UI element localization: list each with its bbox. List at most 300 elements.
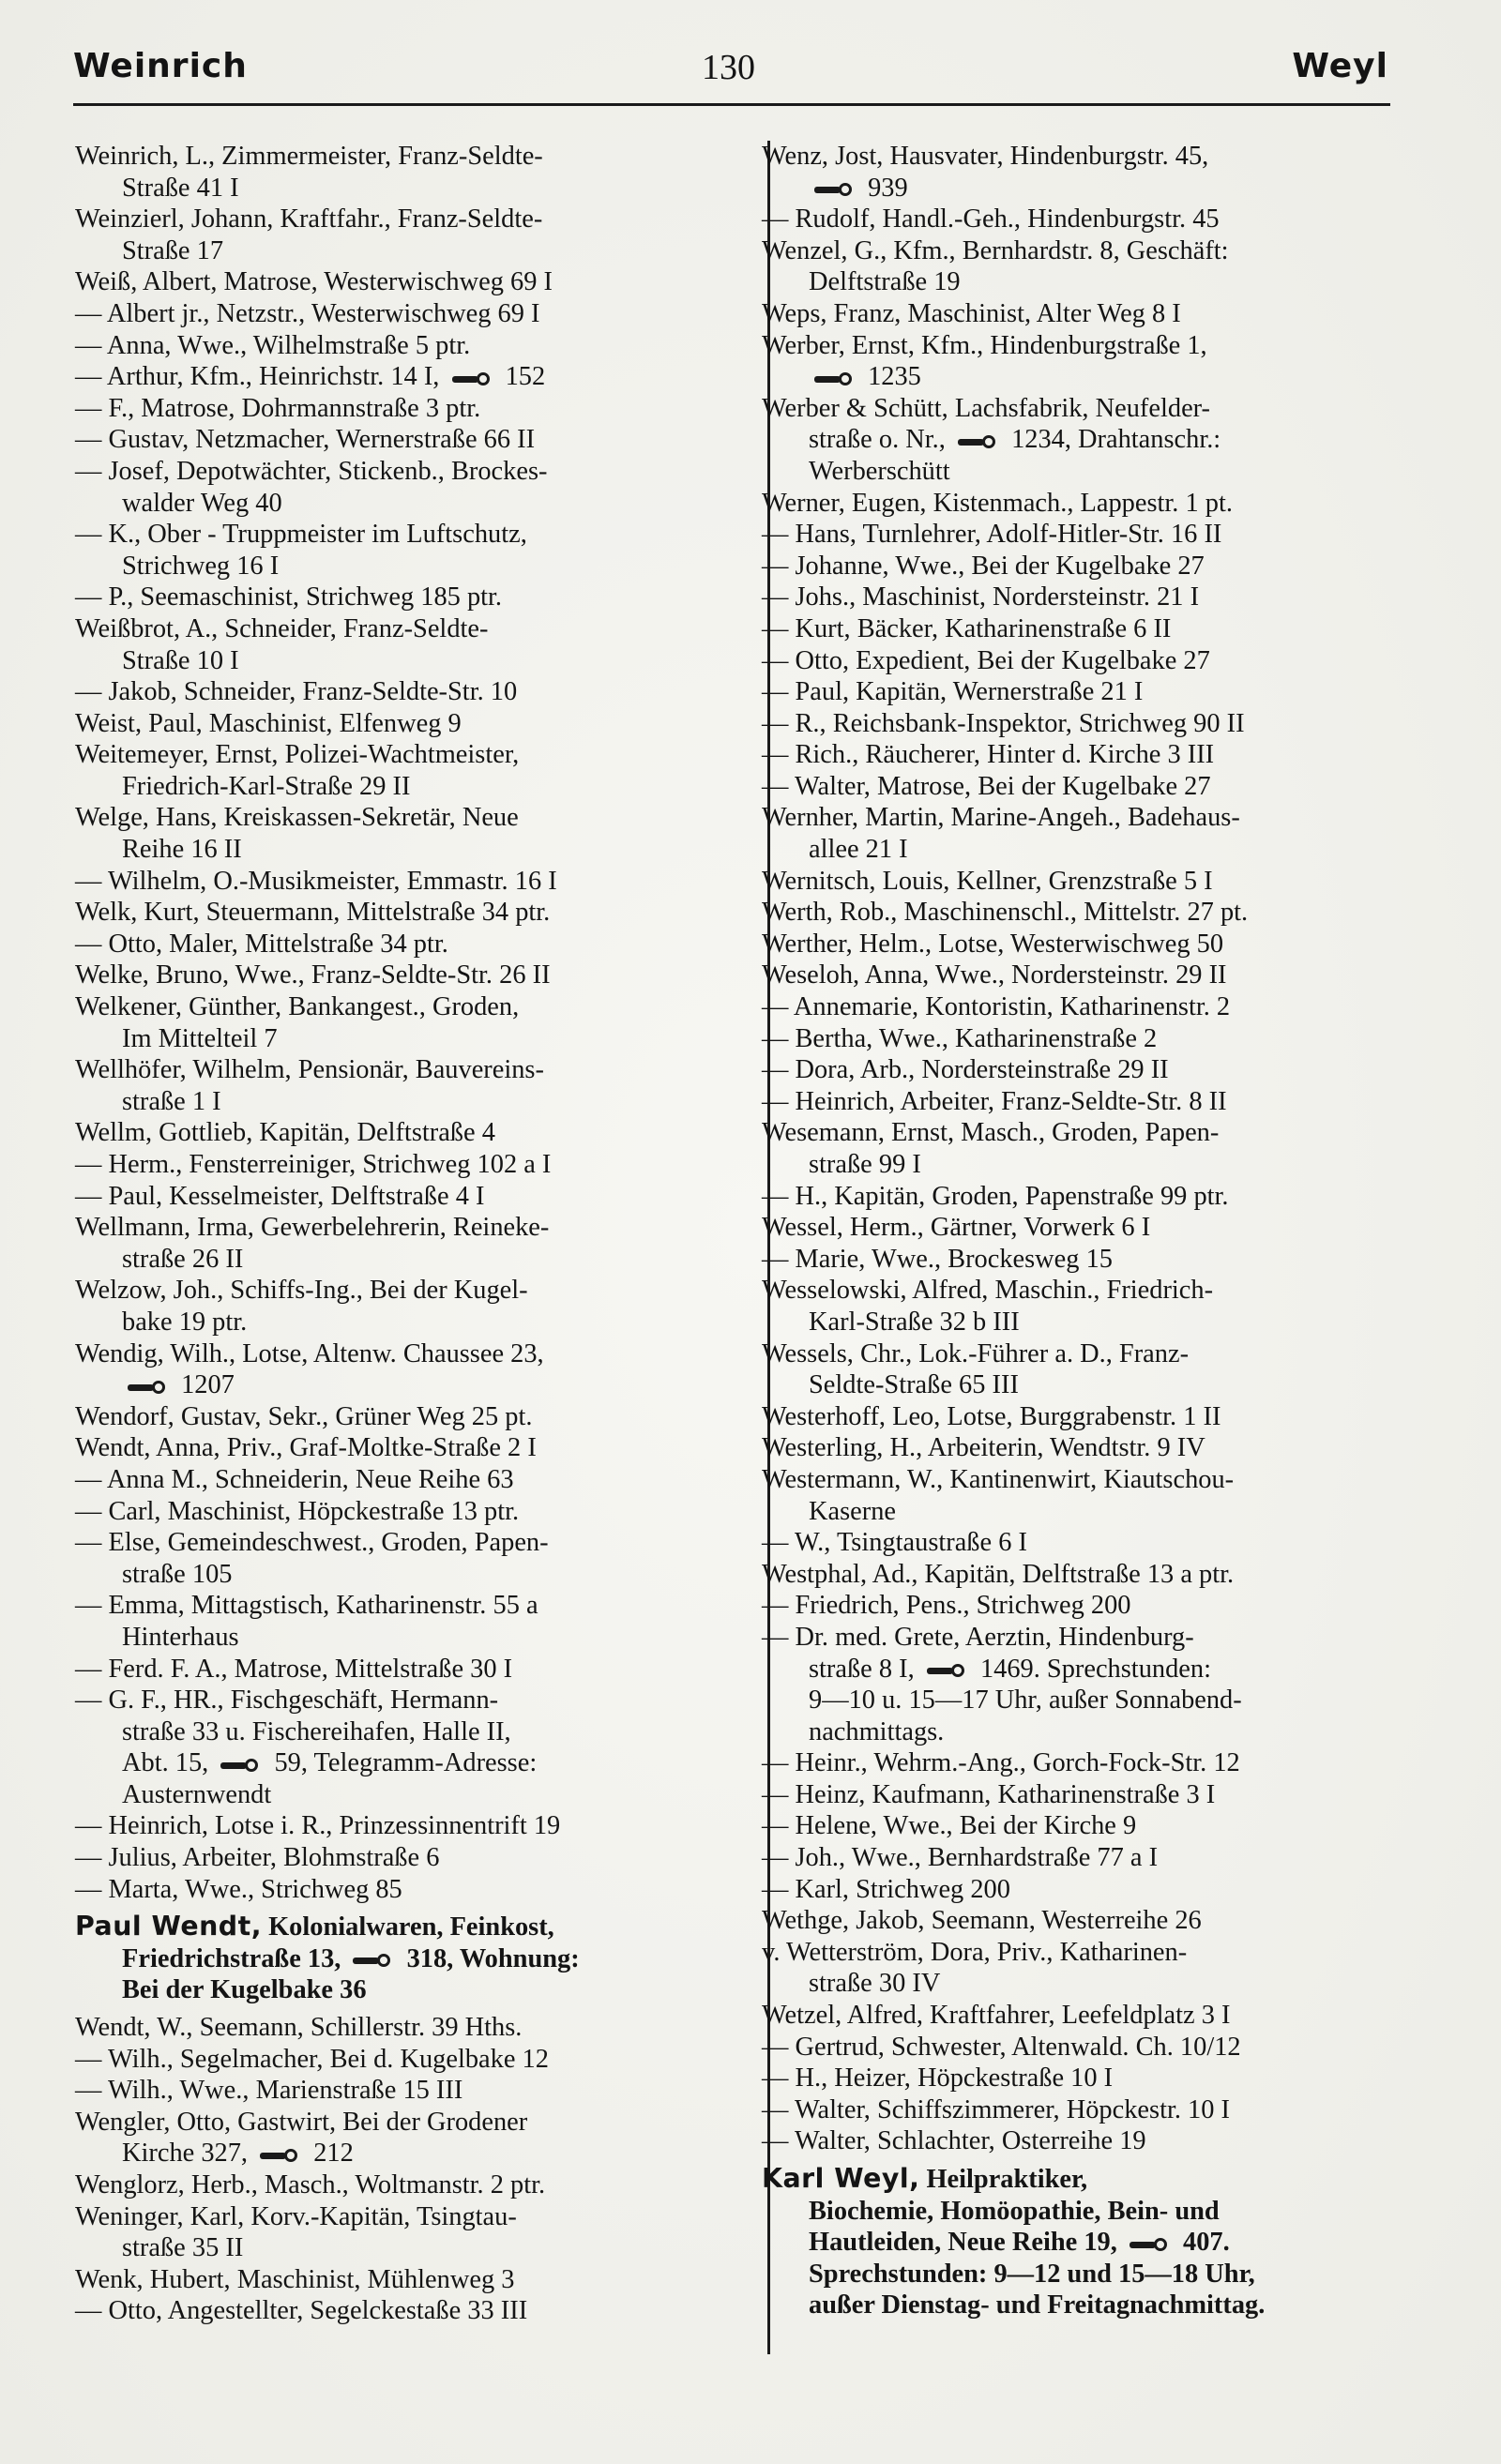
entry-line xyxy=(762,1905,1441,1937)
entry-line xyxy=(75,771,737,803)
entry-text: straße 26 II xyxy=(122,1244,244,1274)
entry-line xyxy=(75,424,737,456)
directory-entry xyxy=(75,708,737,740)
entry-text: — Anna M., Schneiderin, Neue Reihe 63 xyxy=(75,1464,514,1494)
entry-text: Welke, Bruno, Wwe., Franz-Seldte-Str. 26 II xyxy=(75,960,551,990)
entry-line xyxy=(762,488,1441,520)
entry-line xyxy=(75,802,737,834)
directory-entry xyxy=(762,1401,1441,1433)
entry-text: — Otto, Maler, Mittelstraße 34 ptr. xyxy=(75,929,448,959)
entry-text: — K., Ober - Truppmeister im Luftschutz, xyxy=(75,520,527,550)
entry-text: Weninger, Karl, Korv.-Kapitän, Tsingtau- xyxy=(75,2201,517,2231)
entry-text: Westermann, W., Kantinenwirt, Kiautschou- xyxy=(762,1464,1235,1494)
directory-entry xyxy=(75,2012,737,2044)
entry-line xyxy=(762,1086,1441,1118)
entry-line xyxy=(75,1559,737,1591)
entry-line xyxy=(762,1054,1441,1086)
entry-line xyxy=(75,1874,737,1906)
directory-entry xyxy=(762,1023,1441,1055)
entry-text: — Hans, Turnlehrer, Adolf-Hitler-Str. 16 II xyxy=(762,520,1222,550)
entry-line xyxy=(75,1181,737,1213)
entry-text: — Else, Gemeindeschwest., Groden, Papen- xyxy=(75,1528,549,1558)
entry-line xyxy=(75,2138,737,2169)
directory-entry xyxy=(762,582,1441,613)
entry-text: — Jakob, Schneider, Franz-Seldte-Str. 10 xyxy=(75,677,518,707)
entry-text: Strichweg 16 I xyxy=(122,551,280,581)
entry-line xyxy=(762,2290,1441,2321)
telephone-icon xyxy=(353,1954,394,1967)
directory-entry xyxy=(762,235,1441,298)
entry-text: — Friedrich, Pens., Strichweg 200 xyxy=(762,1591,1131,1621)
entry-text: straße o. Nr., 1234, Drahtanschr.: xyxy=(809,425,1221,455)
telephone-icon xyxy=(1130,2238,1171,2251)
entry-line xyxy=(75,235,737,267)
entry-text: — Marta, Wwe., Strichweg 85 xyxy=(75,1874,402,1904)
entry-line xyxy=(75,1464,737,1496)
entry-line xyxy=(75,929,737,960)
entry-line xyxy=(75,2169,737,2201)
entry-text: Wesemann, Ernst, Masch., Groden, Papen- xyxy=(762,1118,1220,1148)
entry-line xyxy=(75,330,737,362)
entry-text: straße 35 II xyxy=(122,2233,244,2263)
entry-text: straße 8 I, 1469. Sprechstunden: xyxy=(809,1654,1211,1684)
entry-line xyxy=(762,1527,1441,1559)
entry-line xyxy=(762,2063,1441,2094)
entry-line xyxy=(762,834,1441,866)
entry-text: Sprechstunden: 9—12 und 15—18 Uhr, xyxy=(809,2259,1255,2289)
directory-entry xyxy=(75,1590,737,1653)
entry-line xyxy=(762,456,1441,488)
entry-line xyxy=(75,897,737,929)
directory-entry xyxy=(762,2032,1441,2063)
entry-text: — Arthur, Kfm., Heinrichstr. 14 I, 152 xyxy=(75,362,546,392)
entry-text: Kaserne xyxy=(809,1496,897,1526)
entry-text: Werber & Schütt, Lachsfabrik, Neufelder- xyxy=(762,393,1211,423)
entry-line xyxy=(762,2259,1441,2290)
directory-entry xyxy=(762,771,1441,803)
directory-entry xyxy=(762,1464,1441,1527)
entry-text: — Heinr., Wehrm.-Ang., Gorch-Fock-Str. 12 xyxy=(762,1748,1240,1778)
directory-entry xyxy=(75,1054,737,1117)
directory-entry xyxy=(75,2201,737,2264)
entry-line xyxy=(762,551,1441,582)
entry-text: Werth, Rob., Maschinenschl., Mittelstr. 27 pt. xyxy=(762,898,1249,928)
entry-text: — Walter, Matrose, Bei der Kugelbake 27 xyxy=(762,771,1211,801)
entry-line xyxy=(75,1747,737,1779)
directory-entry xyxy=(762,1181,1441,1213)
entry-text: Westerling, H., Arbeiterin, Wendtstr. 9 IV xyxy=(762,1433,1205,1463)
entry-text: Wethge, Jakob, Seemann, Westerreihe 26 xyxy=(762,1906,1202,1936)
entry-line xyxy=(762,361,1441,393)
entry-text: — H., Kapitän, Groden, Papenstraße 99 ptr. xyxy=(762,1181,1229,1211)
entry-text: — Gustav, Netzmacher, Wernerstraße 66 II xyxy=(75,425,536,455)
entry-text: — Otto, Angestellter, Segelckestaße 33 III xyxy=(75,2296,528,2326)
entry-text: Wernitsch, Louis, Kellner, Grenzstraße 5 I xyxy=(762,866,1213,896)
directory-entry xyxy=(762,551,1441,582)
entry-text: — Dora, Arb., Nordersteinstraße 29 II xyxy=(762,1055,1169,1085)
directory-entry xyxy=(75,1464,737,1496)
telephone-icon xyxy=(452,372,493,385)
entry-text: straße 105 xyxy=(122,1559,233,1589)
entry-line xyxy=(75,708,737,740)
directory-entry xyxy=(762,298,1441,330)
entry-text: Wenglorz, Herb., Masch., Woltmanstr. 2 ptr. xyxy=(75,2170,546,2199)
directory-entry xyxy=(762,866,1441,898)
entry-line xyxy=(762,1307,1441,1338)
entry-line xyxy=(762,2163,1441,2196)
entry-line xyxy=(75,2012,737,2044)
entry-text: — Herm., Fensterreiniger, Strichweg 102 a I xyxy=(75,1150,552,1179)
entry-line xyxy=(75,1590,737,1622)
entry-text: Weinzierl, Johann, Kraftfahr., Franz-Seldte- xyxy=(75,204,543,234)
header-rule xyxy=(73,103,1390,106)
directory-entry xyxy=(75,2107,737,2169)
directory-entry xyxy=(762,2094,1441,2126)
entry-line xyxy=(762,1496,1441,1528)
entry-line xyxy=(75,2107,737,2139)
entry-text: — Helene, Wwe., Bei der Kirche 9 xyxy=(762,1811,1137,1841)
directory-entry xyxy=(75,1212,737,1275)
entry-line xyxy=(75,1654,737,1685)
directory-entry xyxy=(762,1874,1441,1906)
directory-entry xyxy=(762,1117,1441,1180)
entry-line xyxy=(762,424,1441,456)
directory-entry xyxy=(75,1275,737,1338)
entry-line xyxy=(762,2125,1441,2157)
entry-text: Hautleiden, Neue Reihe 19, 407. xyxy=(809,2228,1230,2258)
directory-entry xyxy=(75,298,737,330)
entry-text: — Joh., Wwe., Bernhardstraße 77 a I xyxy=(762,1843,1159,1873)
advertisement-entry xyxy=(75,1911,737,2006)
entry-line xyxy=(75,1054,737,1086)
entry-line xyxy=(762,2196,1441,2228)
entry-line xyxy=(75,1685,737,1716)
entry-text: Welkener, Günther, Bankangest., Groden, xyxy=(75,992,520,1022)
entry-text: — G. F., HR., Fischgeschäft, Hermann- xyxy=(75,1685,499,1716)
entry-text: Bei der Kugelbake 36 xyxy=(122,1975,367,2005)
entry-line xyxy=(762,1432,1441,1464)
entry-line xyxy=(762,897,1441,929)
entry-text: Weist, Paul, Maschinist, Elfenweg 9 xyxy=(75,708,462,738)
entry-text: Westerhoff, Leo, Lotse, Burggrabenstr. 1 II xyxy=(762,1401,1221,1431)
directory-entry xyxy=(75,2295,737,2327)
entry-text: Reihe 16 II xyxy=(122,835,242,865)
entry-text: — Johs., Maschinist, Nordersteinstr. 21 I xyxy=(762,582,1200,612)
entry-line xyxy=(762,2000,1441,2032)
directory-entry xyxy=(762,613,1441,645)
entry-text: — Heinz, Kaufmann, Katharinenstraße 3 I xyxy=(762,1779,1216,1809)
entry-text: Weps, Franz, Maschinist, Alter Weg 8 I xyxy=(762,298,1181,328)
entry-line xyxy=(762,1716,1441,1748)
entry-text: — W., Tsingtaustraße 6 I xyxy=(762,1528,1027,1558)
entry-line xyxy=(762,519,1441,551)
directory-entry xyxy=(762,393,1441,488)
entry-text: — Wilh., Segelmacher, Bei d. Kugelbake 12 xyxy=(75,2044,549,2074)
directory-entry xyxy=(762,2000,1441,2032)
entry-line xyxy=(75,2044,737,2076)
entry-line xyxy=(762,298,1441,330)
directory-entry xyxy=(762,991,1441,1023)
entry-text: — Julius, Arbeiter, Blohmstraße 6 xyxy=(75,1843,440,1873)
entry-text: Straße 10 I xyxy=(122,645,239,675)
entry-line xyxy=(762,1779,1441,1811)
entry-line xyxy=(75,1943,737,1975)
directory-entry xyxy=(75,2264,737,2296)
entry-text: — Marie, Wwe., Brockesweg 15 xyxy=(762,1244,1113,1274)
entry-line xyxy=(762,866,1441,898)
entry-text: Welk, Kurt, Steuermann, Mittelstraße 34 ptr. xyxy=(75,898,551,928)
directory-entry xyxy=(762,2063,1441,2094)
entry-text: — Anna, Wwe., Wilhelmstraße 5 ptr. xyxy=(75,330,471,360)
entry-text: — F., Matrose, Dohrmannstraße 3 ptr. xyxy=(75,393,481,423)
directory-entry xyxy=(75,1874,737,1906)
telephone-icon xyxy=(927,1664,968,1677)
directory-entry xyxy=(75,204,737,266)
telephone-icon xyxy=(220,1759,262,1772)
entry-text: Wernher, Martin, Marine-Angeh., Badehaus- xyxy=(762,803,1240,833)
entry-text: Wendt, Anna, Priv., Graf-Moltke-Straße 2 I xyxy=(75,1433,537,1463)
entry-line xyxy=(75,2075,737,2107)
entry-line xyxy=(75,266,737,298)
directory-entry xyxy=(75,2075,737,2107)
entry-line xyxy=(75,519,737,551)
advertisement-entry xyxy=(762,2163,1441,2321)
advertiser-name: Paul Wendt, xyxy=(75,1911,262,1942)
entry-line xyxy=(75,1401,737,1433)
entry-line xyxy=(75,1432,737,1464)
entry-text: Kirche 327, 212 xyxy=(122,2139,354,2169)
entry-line xyxy=(762,1842,1441,1874)
directory-entry xyxy=(762,1779,1441,1811)
entry-text: — Albert jr., Netzstr., Westerwischweg 69 I xyxy=(75,298,540,328)
entry-line xyxy=(75,1149,737,1181)
directory-entry xyxy=(762,802,1441,865)
entry-text: Werther, Helm., Lotse, Westerwischweg 50 xyxy=(762,929,1224,959)
entry-text: — Gertrud, Schwester, Altenwald. Ch. 10/12 xyxy=(762,2032,1241,2062)
directory-entry xyxy=(762,1559,1441,1591)
entry-text: Wessels, Chr., Lok.-Führer a. D., Franz- xyxy=(762,1338,1190,1368)
entry-text: — Walter, Schlachter, Osterreihe 19 xyxy=(762,2126,1146,2156)
entry-line xyxy=(762,991,1441,1023)
directory-entry xyxy=(762,519,1441,551)
entry-line xyxy=(762,173,1441,204)
entry-text: — H., Heizer, Höpckestraße 10 I xyxy=(762,2063,1114,2094)
entry-line xyxy=(75,676,737,708)
entry-text: — Karl, Strichweg 200 xyxy=(762,1874,1010,1904)
directory-entry xyxy=(762,708,1441,740)
entry-text: — Rich., Räucherer, Hinter d. Kirche 3 III xyxy=(762,740,1215,770)
directory-entry xyxy=(762,2125,1441,2157)
entry-line xyxy=(75,1369,737,1401)
entry-line xyxy=(75,1779,737,1811)
entry-text: Weinrich, L., Zimmermeister, Franz-Seldte- xyxy=(75,142,543,171)
entry-text: Wenk, Hubert, Maschinist, Mühlenweg 3 xyxy=(75,2264,515,2294)
directory-entry xyxy=(75,1401,737,1433)
directory-entry xyxy=(762,141,1441,204)
entry-line xyxy=(762,676,1441,708)
entry-text: Karl-Straße 32 b III xyxy=(809,1307,1020,1337)
page-number: 130 xyxy=(702,48,755,87)
entry-line xyxy=(75,1275,737,1307)
telephone-icon xyxy=(958,435,999,448)
entry-text: — Otto, Expedient, Bei der Kugelbake 27 xyxy=(762,645,1210,675)
directory-entry xyxy=(75,929,737,960)
entry-text: — Walter, Schiffszimmerer, Höpckestr. 10 I xyxy=(762,2094,1230,2124)
directory-entry xyxy=(75,1842,737,1874)
directory-entry xyxy=(75,424,737,456)
directory-entry xyxy=(75,361,737,393)
directory-entry xyxy=(762,1432,1441,1464)
entry-line xyxy=(75,1212,737,1244)
left-column xyxy=(75,141,737,2327)
entry-line xyxy=(75,204,737,235)
entry-text: — Johanne, Wwe., Bei der Kugelbake 27 xyxy=(762,551,1205,581)
entry-text: Friedrichstraße 13, 318, Wohnung: xyxy=(122,1943,580,1973)
entry-text: Wellhöfer, Wilhelm, Pensionär, Bauvereins- xyxy=(75,1055,544,1085)
directory-entry xyxy=(75,1117,737,1149)
entry-text: Werberschütt xyxy=(809,456,950,486)
entry-text: — Paul, Kapitän, Wernerstraße 21 I xyxy=(762,677,1144,707)
entry-text: walder Weg 40 xyxy=(122,488,282,518)
running-head-left: Weinrich xyxy=(73,47,248,85)
directory-entry xyxy=(75,1181,737,1213)
entry-line xyxy=(762,645,1441,677)
entry-line xyxy=(762,1622,1441,1654)
directory-entry xyxy=(75,141,737,204)
entry-text: — Rudolf, Handl.-Geh., Hindenburgstr. 45 xyxy=(762,204,1220,234)
entry-text: — Dr. med. Grete, Aerztin, Hindenburg- xyxy=(762,1622,1194,1652)
entry-text: allee 21 I xyxy=(809,835,908,865)
entry-line xyxy=(75,582,737,613)
directory-entry xyxy=(75,960,737,991)
entry-line xyxy=(762,204,1441,235)
entry-line xyxy=(762,1685,1441,1716)
entry-text: v. Wetterström, Dora, Priv., Katharinen- xyxy=(762,1937,1188,1967)
entry-line xyxy=(762,802,1441,834)
running-head-right: Weyl xyxy=(1292,47,1388,85)
entry-line xyxy=(75,2264,737,2296)
entry-line xyxy=(75,991,737,1023)
telephone-icon xyxy=(814,183,856,196)
directory-entry xyxy=(75,266,737,298)
entry-line xyxy=(762,1874,1441,1906)
entry-line xyxy=(762,1369,1441,1401)
entry-text: 9—10 u. 15—17 Uhr, außer Sonnabend- xyxy=(809,1685,1242,1716)
directory-entry xyxy=(762,1842,1441,1874)
entry-line xyxy=(762,1590,1441,1622)
entry-text: Wellm, Gottlieb, Kapitän, Delftstraße 4 xyxy=(75,1118,495,1148)
entry-line xyxy=(75,739,737,771)
directory-entry xyxy=(75,1527,737,1590)
directory-entry xyxy=(75,2044,737,2076)
entry-line xyxy=(762,929,1441,960)
directory-entry xyxy=(762,960,1441,991)
entry-text: Wendt, W., Seemann, Schillerstr. 39 Hths. xyxy=(75,2013,523,2043)
entry-line xyxy=(762,1275,1441,1307)
entry-line xyxy=(75,551,737,582)
directory-entry xyxy=(762,1590,1441,1622)
entry-line xyxy=(75,141,737,173)
entry-line xyxy=(75,1117,737,1149)
entry-text: — Paul, Kesselmeister, Delftstraße 4 I xyxy=(75,1181,485,1211)
entry-line xyxy=(75,1842,737,1874)
entry-line xyxy=(75,173,737,204)
entry-text: 1207 xyxy=(122,1370,235,1399)
entry-text: Wellmann, Irma, Gewerbelehrerin, Reineke- xyxy=(75,1213,550,1243)
entry-line xyxy=(762,2227,1441,2259)
directory-entry xyxy=(75,802,737,865)
directory-entry xyxy=(762,1086,1441,1118)
entry-line xyxy=(75,298,737,330)
directory-entry xyxy=(75,582,737,613)
entry-line xyxy=(75,1911,737,1943)
entry-text: Wessel, Herm., Gärtner, Vorwerk 6 I xyxy=(762,1213,1151,1243)
entry-line xyxy=(762,613,1441,645)
entry-text: Welge, Hans, Kreiskassen-Sekretär, Neue xyxy=(75,803,519,833)
entry-line xyxy=(75,1307,737,1338)
directory-entry xyxy=(75,456,737,519)
directory-entry xyxy=(762,739,1441,771)
entry-text: Delftstraße 19 xyxy=(809,267,961,297)
entry-line xyxy=(762,2094,1441,2126)
directory-entry xyxy=(762,1810,1441,1842)
entry-text: — Kurt, Bäcker, Katharinenstraße 6 II xyxy=(762,613,1172,643)
entry-text: — R., Reichsbank-Inspektor, Strichweg 90 II xyxy=(762,708,1245,738)
entry-text: Westphal, Ad., Kapitän, Delftstraße 13 a ptr. xyxy=(762,1559,1235,1589)
directory-entry xyxy=(762,488,1441,520)
entry-line xyxy=(75,488,737,520)
entry-line xyxy=(762,771,1441,803)
directory-entry xyxy=(75,1338,737,1401)
entry-text: — Heinrich, Lotse i. R., Prinzessinnentrift 19 xyxy=(75,1811,561,1841)
entry-text: — Wilh., Wwe., Marienstraße 15 III xyxy=(75,2076,463,2106)
directory-entry xyxy=(75,393,737,425)
entry-line xyxy=(762,1117,1441,1149)
entry-text: 939 xyxy=(809,174,908,203)
entry-text: Wengler, Otto, Gastwirt, Bei der Grodener xyxy=(75,2107,528,2137)
entry-line xyxy=(75,1716,737,1748)
directory-entry xyxy=(762,330,1441,393)
directory-entry xyxy=(75,1149,737,1181)
entry-line xyxy=(75,1974,737,2006)
entry-text: Wesselowski, Alfred, Maschin., Friedrich- xyxy=(762,1276,1214,1306)
entry-text: — Wilhelm, O.-Musikmeister, Emmastr. 16 I xyxy=(75,866,557,896)
entry-line xyxy=(75,2295,737,2327)
entry-line xyxy=(762,235,1441,267)
entry-text: Biochemie, Homöopathie, Bein- und xyxy=(809,2196,1220,2226)
entry-line xyxy=(75,1496,737,1528)
entry-line xyxy=(762,582,1441,613)
directory-entry xyxy=(75,519,737,582)
entry-line xyxy=(75,1810,737,1842)
entry-line xyxy=(75,2232,737,2264)
entry-line xyxy=(762,1023,1441,1055)
entry-line xyxy=(75,361,737,393)
entry-text: Weiß, Albert, Matrose, Westerwischweg 69 I xyxy=(75,267,553,297)
entry-text: 1235 xyxy=(809,362,921,391)
entry-line xyxy=(762,1937,1441,1969)
entry-text: — Bertha, Wwe., Katharinenstraße 2 xyxy=(762,1023,1158,1053)
entry-line xyxy=(762,1747,1441,1779)
directory-entry xyxy=(75,1432,737,1464)
entry-text: Wendig, Wilh., Lotse, Altenw. Chaussee 23, xyxy=(75,1338,544,1368)
directory-entry xyxy=(75,739,737,802)
entry-text: nachmittags. xyxy=(809,1716,945,1746)
directory-entry xyxy=(762,1244,1441,1276)
entry-text: Heilpraktiker, xyxy=(919,2165,1088,2194)
directory-entry xyxy=(762,1622,1441,1747)
directory-entry xyxy=(762,1275,1441,1338)
